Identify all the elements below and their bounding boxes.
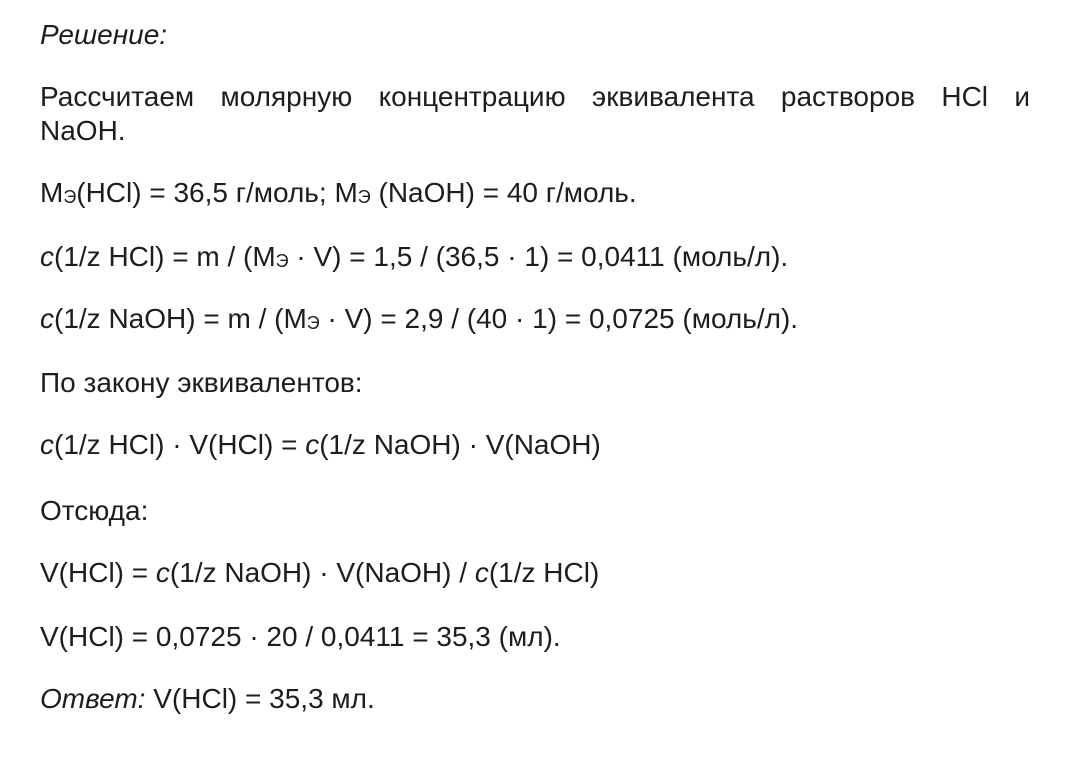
answer-line xyxy=(40,682,1030,716)
concentration-hcl-text-2: · V) = 1,5 / (36,5 · 1) = 0,0411 (моль/л). xyxy=(288,241,789,272)
concentration-symbol: c xyxy=(155,557,170,588)
concentration-symbol: c xyxy=(305,429,320,460)
equivalent-subscript: Э xyxy=(357,187,371,207)
volume-formula-line xyxy=(40,556,1030,590)
equivalent-subscript: Э xyxy=(275,251,289,271)
molar-mass-hcl-text: (HCl) = 36,5 г/моль; M xyxy=(76,177,358,208)
concentration-symbol: c xyxy=(40,241,54,272)
concentration-hcl-line xyxy=(40,240,1030,278)
equivalent-subscript: Э xyxy=(63,187,77,207)
volume-formula-text-2: (1/z NaOH) · V(NaOH) / xyxy=(169,557,475,588)
solution-heading: Решение: xyxy=(40,19,168,50)
molar-mass-naoh-text: (NaOH) = 40 г/моль. xyxy=(370,177,637,208)
law-of-equivalents-line: По закону эквивалентов: xyxy=(40,367,363,398)
equivalence-text-2: (1/z NaOH) · V(NaOH) xyxy=(319,429,601,460)
concentration-naoh-line xyxy=(40,302,1030,340)
volume-calculation-line: V(HCl) = 0,0725 · 20 / 0,0411 = 35,3 (мл). xyxy=(40,621,561,652)
concentration-symbol: c xyxy=(40,429,54,460)
concentration-naoh-text-1: (1/z NaOH) = m / (M xyxy=(54,303,307,334)
concentration-hcl-text-1: (1/z HCl) = m / (M xyxy=(54,241,276,272)
equivalence-text-1: (1/z HCl) · V(HCl) = xyxy=(54,429,306,460)
answer-label: Ответ: xyxy=(40,683,146,714)
equivalent-subscript: Э xyxy=(306,313,320,333)
molar-mass-symbol: M xyxy=(40,177,64,208)
concentration-symbol: c xyxy=(40,303,54,334)
molar-mass-line xyxy=(40,176,1030,214)
answer-text: V(HCl) = 35,3 мл. xyxy=(145,683,375,714)
concentration-naoh-text-2: · V) = 2,9 / (40 · 1) = 0,0725 (моль/л). xyxy=(319,303,799,334)
volume-formula-text-3: (1/z HCl) xyxy=(488,557,600,588)
equivalence-equation xyxy=(40,428,1030,462)
intro-line-1: Рассчитаем молярную концентрацию эквивалента растворов HCl и xyxy=(40,81,1030,112)
concentration-symbol: c xyxy=(474,557,489,588)
volume-formula-text-1: V(HCl) = xyxy=(40,557,156,588)
hence-line: Отсюда: xyxy=(40,495,149,526)
intro-line-2: NaOH. xyxy=(40,115,126,146)
